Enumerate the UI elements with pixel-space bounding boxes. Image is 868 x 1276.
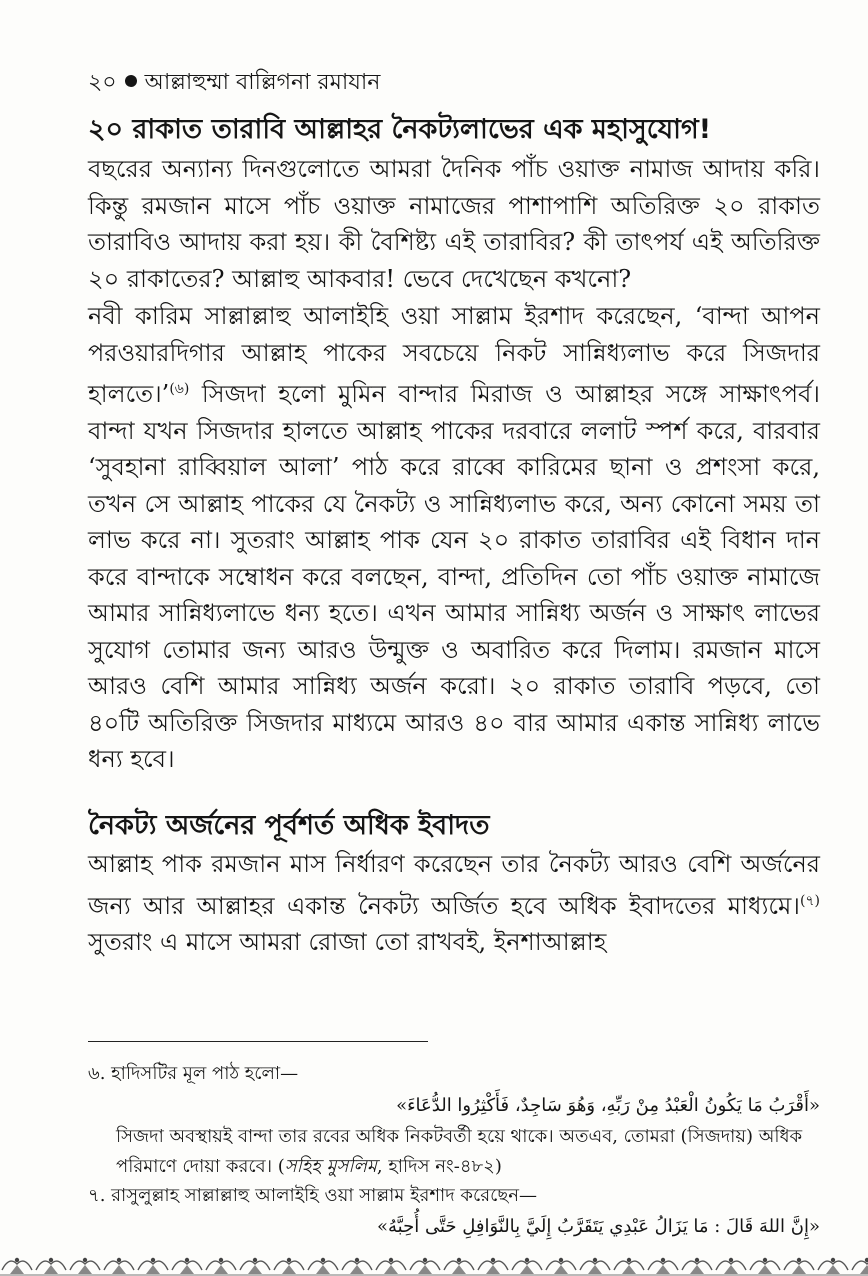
footnote-text: সিজদা অবস্থায়ই বান্দা তার রবের অধিক নিকটবর্তী হয়ে থাকে। অতএব, তোমরা (সিজদায়) অধিক পরিমাণে দোয়া করবে। ( — [116, 1126, 803, 1177]
running-head — [88, 68, 380, 98]
paragraph-text: সিজদা হলো মুমিন বান্দার মিরাজ ও আল্লাহর সঙ্গে সাক্ষাৎপর্ব। বান্দা যখন সিজদার হালতে আল্লাহ পাকের দরবারে ললাট স্পর্শ করে, বারবার ‘সুবহানা রাব্বিয়াল আলা’ পাঠ করে রাব্বে কারিমের ছানা ও প্রশংসা করে, তখন সে আল্লাহ পাকের যে নৈকট্য ও সান্নিধ্যলাভ করে, অন্য কোনো সময় তা লাভ করে না। সুতরাং আল্লাহ পাক যেন ২০ রাকাত তারাবির এই বিধান দান করে বান্দাকে সম্বোধন করে বলছেন, বান্দা, প্রতিদিন তো পাঁচ ওয়াক্ত নামাজে আমার সান্নিধ্যলাভে ধন্য হতে। এখন আমার সান্নিধ্য অর্জন ও সাক্ষাৎ লাভের সুযোগ তোমার জন্য আরও উন্মুক্ত ও অবারিত করে দিলাম। রমজান মাসে আরও বেশি আমার সান্নিধ্য অর্জন করো। ২০ রাকাত তারাবি পড়বে, তো ৪০টি অতিরিক্ত সিজদার মাধ্যমে আরও ৪০ বার আমার একান্ত সান্নিধ্য লাভে ধন্য হবে। — [88, 380, 820, 773]
section-heading-tarabi: ২০ রাকাত তারাবি আল্লাহর নৈকট্যলাভের এক মহাসুযোগ! — [88, 114, 712, 145]
paragraph-text: সুতরাং এ মাসে আমরা রোজা তো রাখবই, ইনশাআল্লাহ — [88, 928, 607, 956]
footnote-ref-6: (৬) — [169, 381, 190, 397]
footnote-divider — [88, 1041, 428, 1042]
footnote-text: , হাদিস নং-৪৮২) — [376, 1156, 502, 1177]
page-number: ২০ — [88, 70, 117, 95]
footnote-7-lead: ৭. রাসুলুল্লাহ সাল্লাল্লাহু আলাইহি ওয়া সাল্লাম ইরশাদ করেছেন— — [88, 1185, 538, 1206]
footnote-source: সহিহ মুসলিম — [284, 1156, 377, 1177]
footnote-ref-7: (৭) — [799, 892, 820, 909]
footnote-6-lead: ৬. হাদিসটির মূল পাঠ হলো— — [88, 1063, 299, 1084]
paragraph-text: আল্লাহ পাক রমজান মাস নির্ধারণ করেছেন তার নৈকট্য আরও বেশি অর্জনের জন্য আর আল্লাহর একান্ত নৈকট্য অর্জিত হবে অধিক ইবাদতের মাধ্যমে। — [88, 850, 820, 920]
paragraph-intro: বছরের অন্যান্য দিনগুলোতে আমরা দৈনিক পাঁচ ওয়াক্ত নামাজ আদায় করি। কিন্তু রমজান মাসে পাঁচ ওয়াক্ত নামাজের পাশাপাশি অতিরিক্ত ২০ রাকাত তারাবিও আদায় করা হয়। কী বৈশিষ্ট্য এই তারাবির? কী তাৎপর্য এই অতিরিক্ত ২০ রাকাতের? আল্লাহু আকবার! ভেবে দেখেছেন কখনো? — [88, 155, 820, 293]
paragraph-text: নবী কারিম সাল্লাল্লাহু আলাইহি ওয়া সাল্লাম ইরশাদ করেছেন, ‘বান্দা আপন পরওয়ারদিগার আল্লাহ পাকের সবচেয়ে নিকট সান্নিধ্যলাভ করে সিজদার হালতে।’ — [88, 302, 820, 408]
ornament-border — [0, 1250, 868, 1276]
section-heading-ibadat: নৈকট্য অর্জনের পূর্বশর্ত অধিক ইবাদত — [88, 810, 490, 841]
footnote-7-arabic: «إِنَّ اللهَ قَالَ : مَا يَزَالُ عَبْدِي يَتَقَرَّبُ إِلَيَّ بِالنَّوَافِلِ حَتَّى أُحِبَّهُ» — [377, 1216, 820, 1237]
bullet-icon — [125, 75, 137, 87]
paragraph-ibadat — [88, 846, 820, 961]
footnote-6-arabic: «أَقْرَبُ مَا يَكُونُ الْعَبْدُ مِنْ رَبِّهِ، وَهُوَ سَاجِدٌ، فَأَكْثِرُوا الدُّعَاءَ» — [396, 1095, 820, 1116]
book-title: আল্লাহুম্মা বাল্লিগনা রমাযান — [144, 70, 381, 95]
footnote-6-translation — [116, 1122, 820, 1182]
paragraph-sijdah — [88, 298, 820, 778]
